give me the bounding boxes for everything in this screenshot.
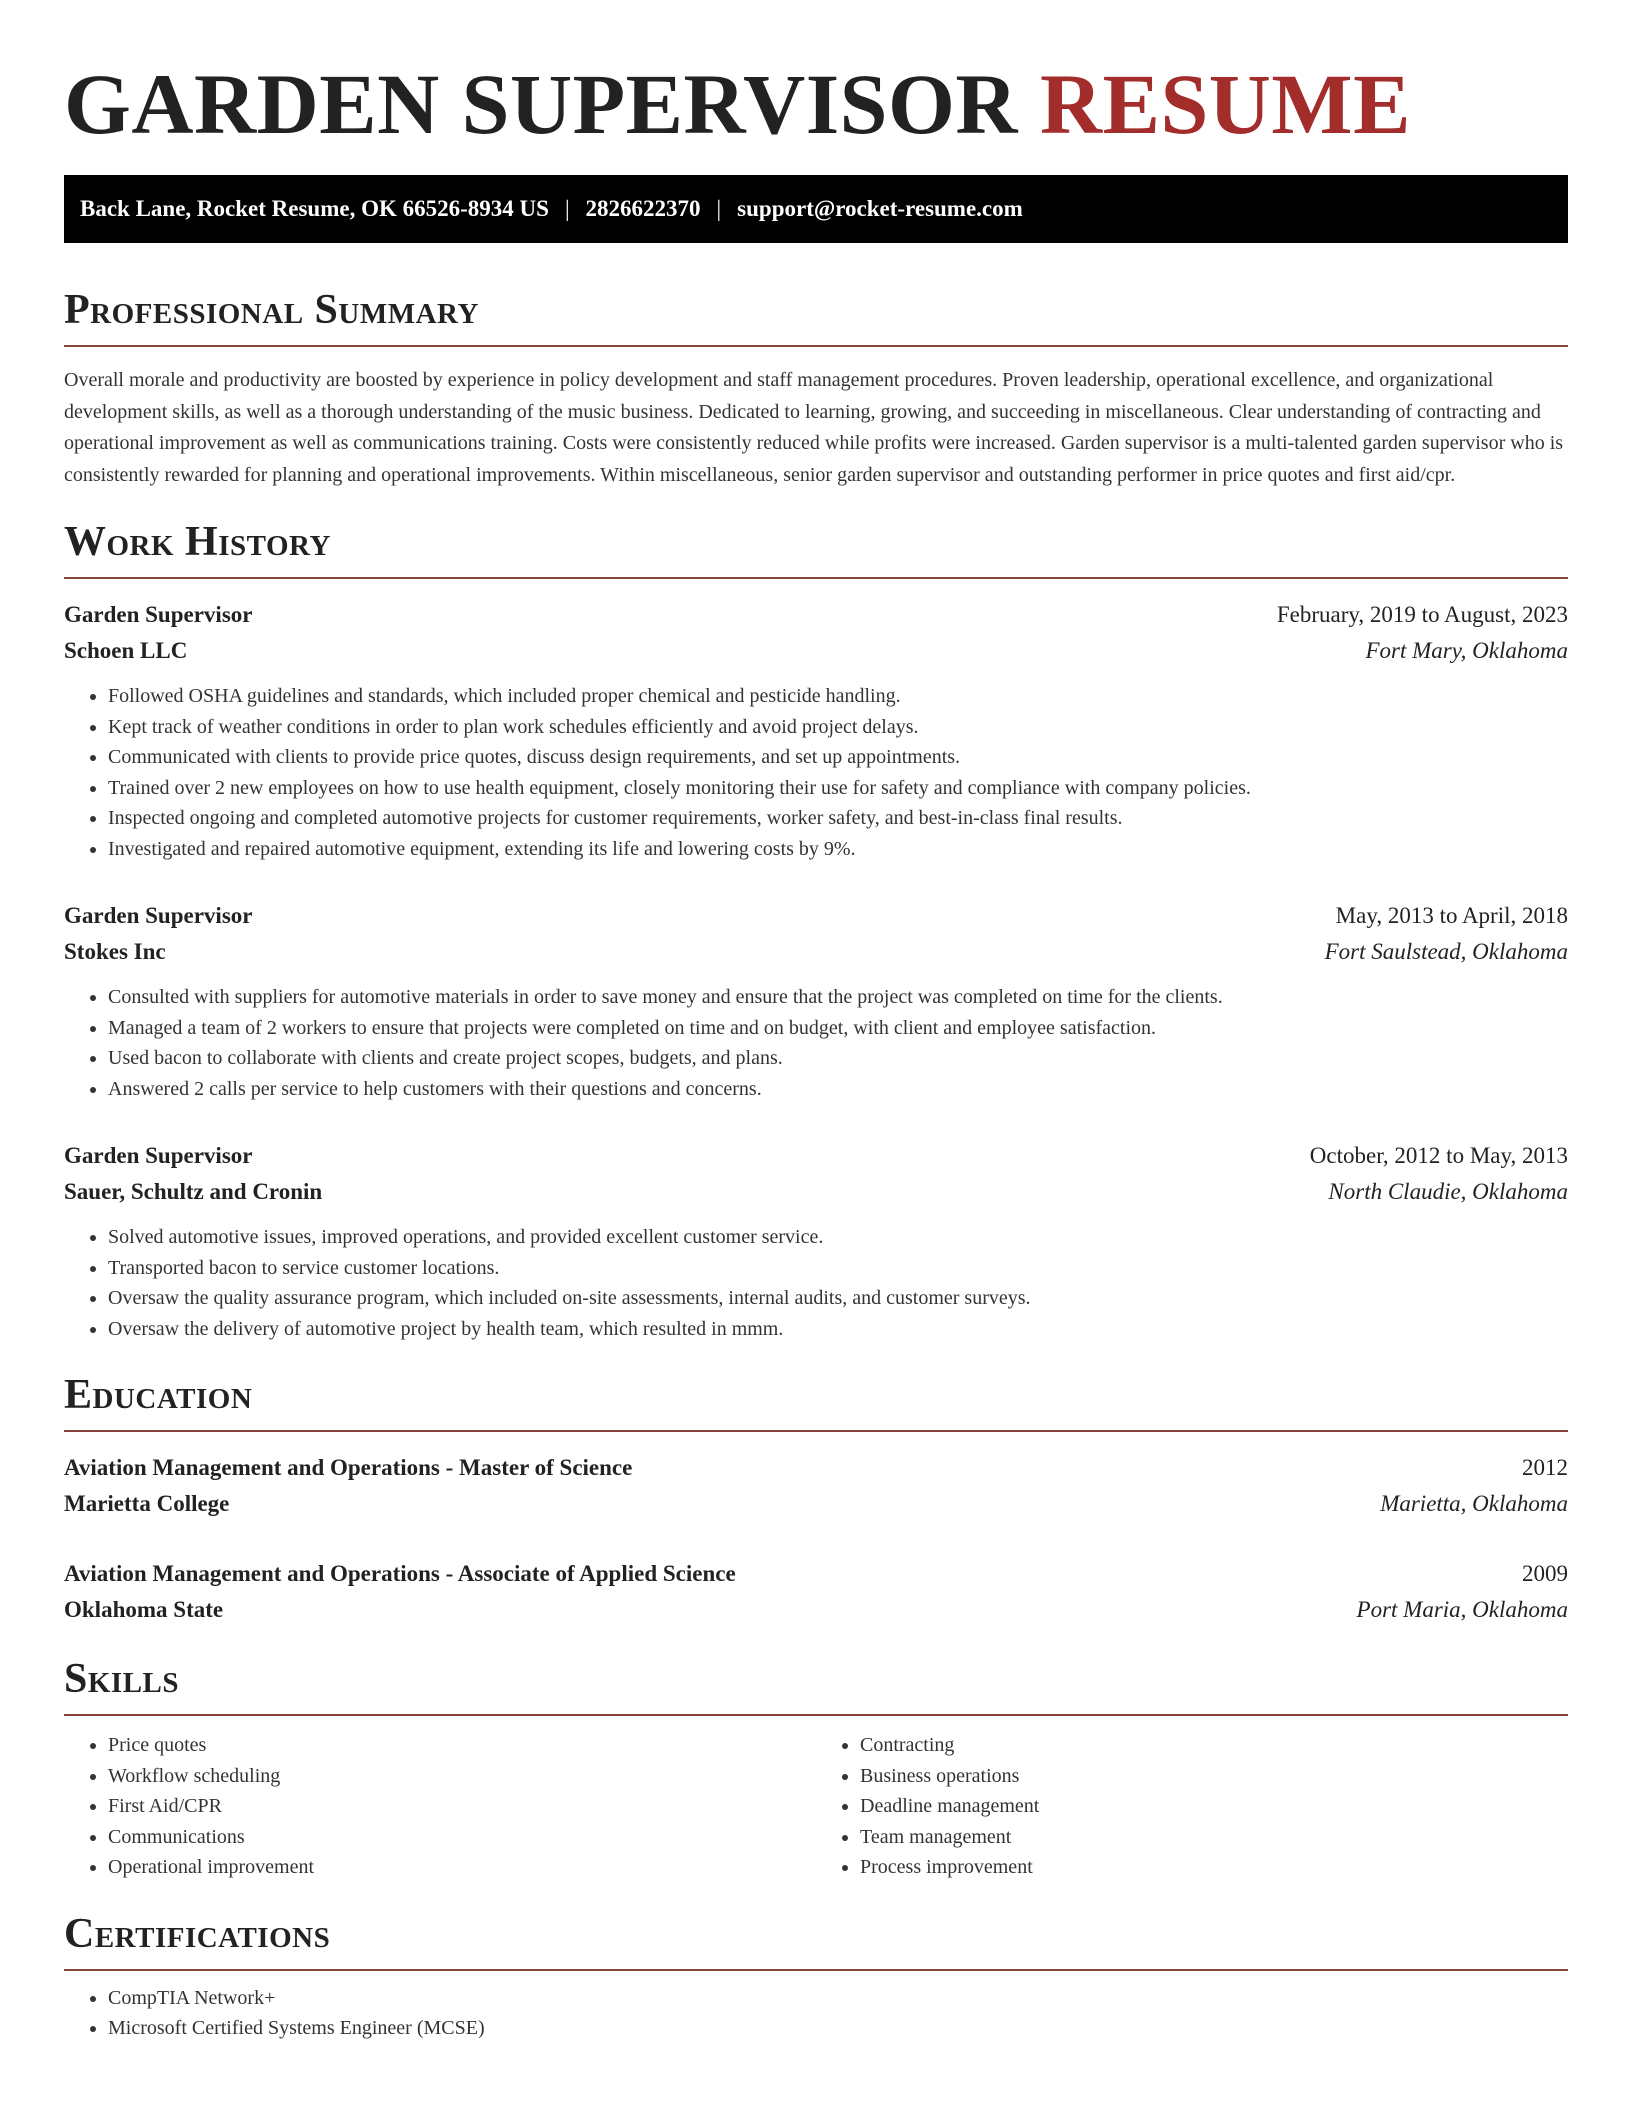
list-item: • Price quotes (108, 1730, 816, 1761)
education-degree-row (64, 1556, 1568, 1592)
job-title: Garden Supervisor (64, 903, 253, 928)
education-entry (64, 1450, 1568, 1522)
education-school: Marietta College (64, 1491, 230, 1516)
job-location: Fort Mary, Oklahoma (1365, 638, 1568, 663)
contact-separator: | (716, 196, 722, 221)
list-item: • Contracting (860, 1730, 1568, 1761)
resume-title-main: GARDEN SUPERVISOR (64, 56, 1018, 152)
skills-list-right (816, 1730, 1568, 1883)
section-divider (64, 1969, 1568, 1971)
resume-title-accent: RESUME (1040, 56, 1411, 152)
contact-separator: | (564, 196, 570, 221)
section-divider (64, 577, 1568, 579)
job-bullets (64, 982, 1568, 1104)
education-location: Marietta, Oklahoma (1380, 1491, 1568, 1516)
summary-section (64, 285, 1568, 491)
skills-grid (64, 1730, 1568, 1883)
list-item: • Followed OSHA guidelines and standards, which included proper chemical and pesticide handling. (108, 681, 1568, 712)
list-item: • Communications (108, 1822, 816, 1853)
list-item: • Team management (860, 1822, 1568, 1853)
list-item: • Business operations (860, 1761, 1568, 1792)
education-year: 2009 (1522, 1561, 1568, 1586)
list-item: • CompTIA Network+ (108, 1983, 1568, 2014)
job-entry (64, 1138, 1568, 1344)
section-title-work-history: Work History (64, 519, 331, 565)
education-school: Oklahoma State (64, 1597, 224, 1622)
job-dates: February, 2019 to August, 2023 (1276, 602, 1568, 627)
list-item: • Used bacon to collaborate with clients and create project scopes, budgets, and plans. (108, 1043, 1568, 1074)
list-item: • Process improvement (860, 1852, 1568, 1883)
list-item: • Deadline management (860, 1791, 1568, 1822)
job-dates: October, 2012 to May, 2013 (1309, 1143, 1568, 1168)
job-title: Garden Supervisor (64, 602, 253, 627)
section-title-education: Education (64, 1372, 253, 1418)
education-school-row (64, 1592, 1568, 1628)
section-title-certifications: Certifications (64, 1910, 331, 1957)
education-location: Port Maria, Oklahoma (1356, 1597, 1568, 1622)
list-item: • Communicated with clients to provide price quotes, discuss design requirements, and set up appointments. (108, 742, 1568, 773)
job-company-row (64, 633, 1568, 669)
job-location: Fort Saulstead, Oklahoma (1324, 939, 1568, 964)
list-item: • Managed a team of 2 workers to ensure that projects were completed on time and on budget, with client and employee satisfaction. (108, 1013, 1568, 1044)
list-item: • Transported bacon to service customer locations. (108, 1253, 1568, 1284)
contact-bar (64, 175, 1568, 243)
job-entry (64, 898, 1568, 1104)
certifications-list (64, 1983, 1568, 2044)
resume-title (64, 58, 1568, 150)
contact-address: Back Lane, Rocket Resume, OK 66526-8934 US (80, 196, 549, 221)
job-bullets (64, 681, 1568, 864)
list-item: • Consulted with suppliers for automotive materials in order to save money and ensure that the project was completed on time for the clients. (108, 982, 1568, 1013)
education-section (64, 1370, 1568, 1628)
section-title-summary: Professional Summary (64, 287, 479, 333)
skills-list-left (64, 1730, 816, 1883)
section-divider (64, 1430, 1568, 1432)
job-header-row (64, 1138, 1568, 1174)
section-divider (64, 1714, 1568, 1716)
job-location: North Claudie, Oklahoma (1328, 1179, 1568, 1204)
summary-text: Overall morale and productivity are boosted by experience in policy development and staff management procedures. Proven leadership, operational excellence, and organizational development skills, as well as a thorough understanding of the music business. Dedicated to learning, growing, and succeeding in miscellaneous. Clear understanding of contracting and operational improvement as well as communications training. Costs were consistently reduced while profits were increased. Garden supervisor is a multi-talented garden supervisor who is consistently rewarded for planning and operational improvements. Within miscellaneous, senior garden supervisor and outstanding performer in price quotes and first aid/cpr. (64, 369, 1564, 486)
list-item: • Inspected ongoing and completed automotive projects for customer requirements, worker safety, and best-in-class final results. (108, 803, 1568, 834)
job-entry (64, 597, 1568, 864)
list-item: • Trained over 2 new employees on how to use health equipment, closely monitoring their use for safety and compliance with company policies. (108, 773, 1568, 804)
job-header-row (64, 597, 1568, 633)
job-company: Schoen LLC (64, 638, 188, 663)
list-item: • First Aid/CPR (108, 1791, 816, 1822)
list-item: • Oversaw the quality assurance program, which included on-site assessments, internal audits, and customer surveys. (108, 1283, 1568, 1314)
section-divider (64, 345, 1568, 347)
list-item: • Solved automotive issues, improved operations, and provided excellent customer service. (108, 1222, 1568, 1253)
job-company: Sauer, Schultz and Cronin (64, 1179, 323, 1204)
job-company-row (64, 1174, 1568, 1210)
job-dates: May, 2013 to April, 2018 (1335, 903, 1568, 928)
job-title: Garden Supervisor (64, 1143, 253, 1168)
education-school-row (64, 1486, 1568, 1522)
list-item: • Answered 2 calls per service to help customers with their questions and concerns. (108, 1074, 1568, 1105)
certifications-section (64, 1909, 1568, 2044)
list-item: • Workflow scheduling (108, 1761, 816, 1792)
list-item: • Kept track of weather conditions in order to plan work schedules efficiently and avoid project delays. (108, 712, 1568, 743)
job-bullets (64, 1222, 1568, 1344)
work-history-section (64, 517, 1568, 1344)
list-item: • Investigated and repaired automotive equipment, extending its life and lowering costs by 9%. (108, 834, 1568, 865)
job-company: Stokes Inc (64, 939, 166, 964)
contact-phone: 2826622370 (585, 196, 701, 221)
contact-email: support@rocket-resume.com (737, 196, 1023, 221)
list-item: • Microsoft Certified Systems Engineer (MCSE) (108, 2013, 1568, 2044)
list-item: • Operational improvement (108, 1852, 816, 1883)
education-entry (64, 1556, 1568, 1628)
education-degree: Aviation Management and Operations - Associate of Applied Science (64, 1561, 736, 1586)
resume-page (64, 0, 1568, 2044)
education-degree-row (64, 1450, 1568, 1486)
job-header-row (64, 898, 1568, 934)
section-title-skills: Skills (64, 1656, 180, 1702)
education-degree: Aviation Management and Operations - Master of Science (64, 1455, 633, 1480)
job-company-row (64, 934, 1568, 970)
list-item: • Oversaw the delivery of automotive project by health team, which resulted in mmm. (108, 1314, 1568, 1345)
skills-section (64, 1654, 1568, 1883)
education-year: 2012 (1522, 1455, 1568, 1480)
